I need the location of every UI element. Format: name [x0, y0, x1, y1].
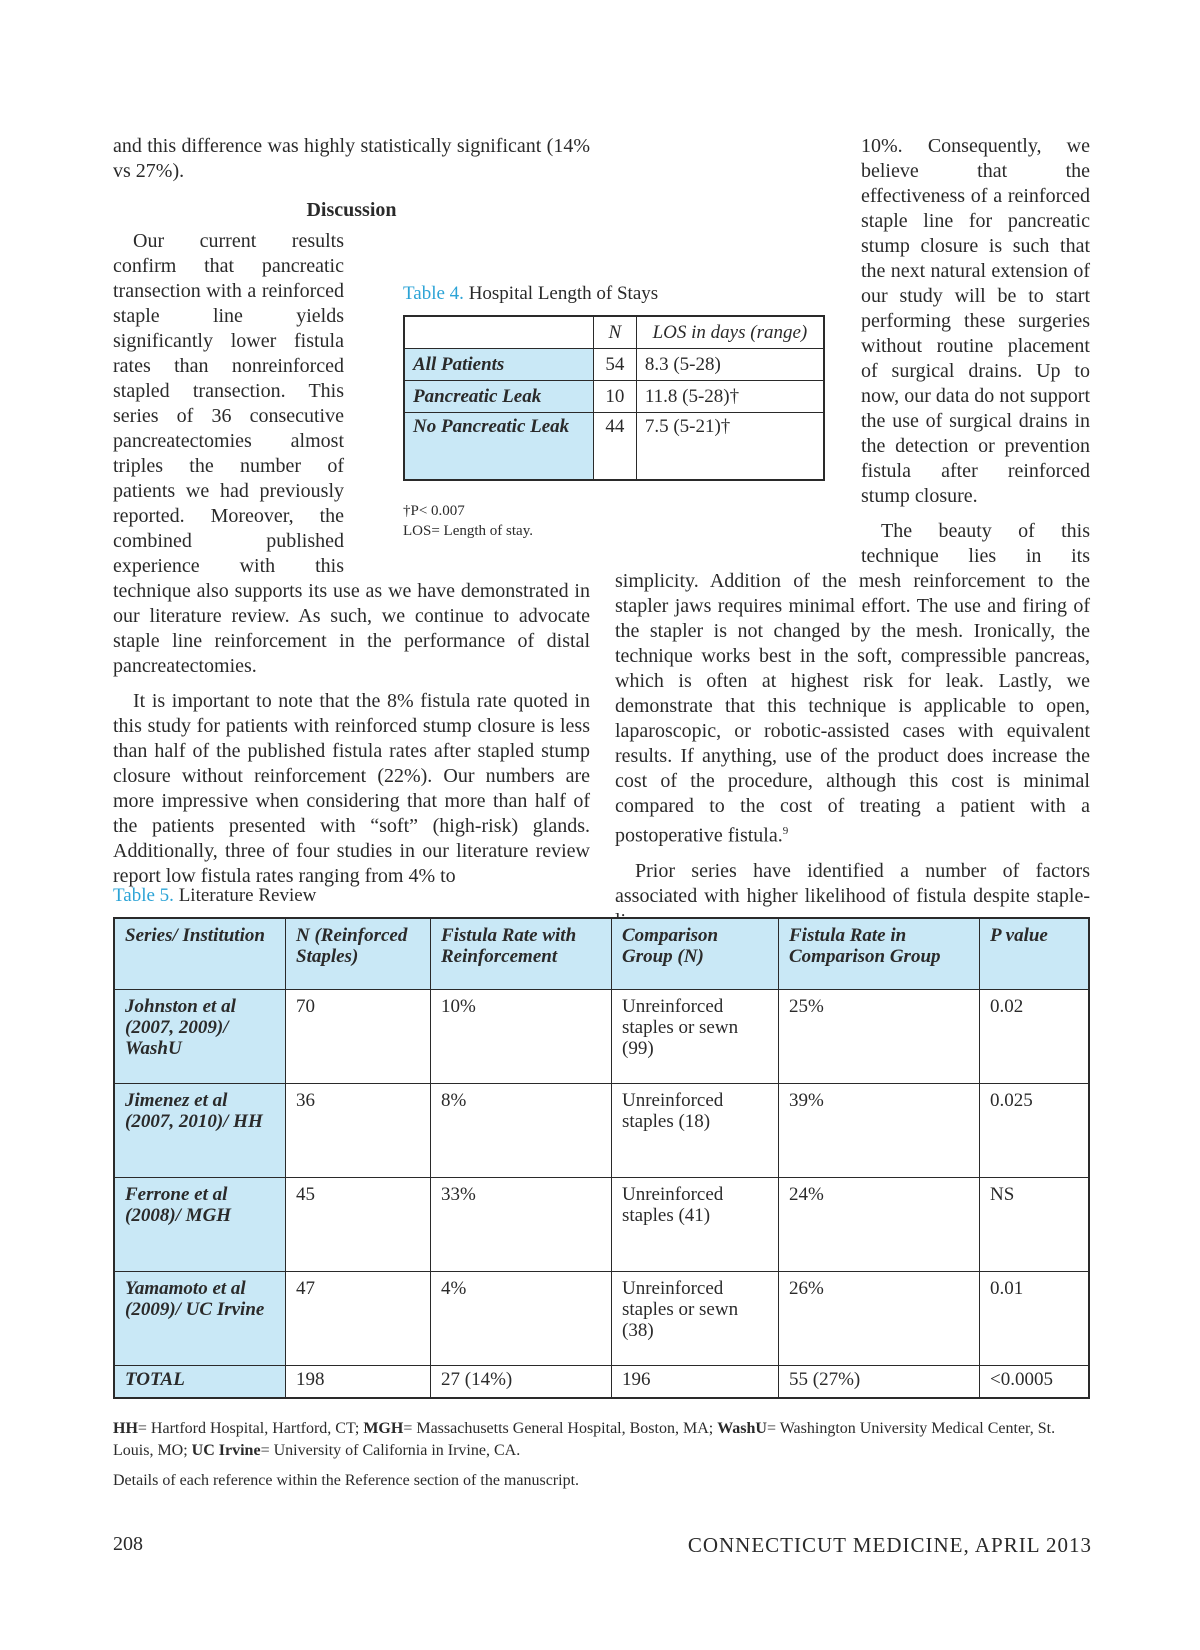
- table5-header-row: [114, 918, 1089, 990]
- table4-row-label: No Pancreatic Leak: [404, 413, 593, 481]
- table5-cell-comparison: Unreinforced staples or sewn (99): [612, 990, 779, 1084]
- table4-row-label: All Patients: [404, 349, 593, 381]
- table5-cell-p: 0.02: [980, 990, 1090, 1084]
- table5-grid: [113, 917, 1090, 1399]
- table5-cell-comparison: Unreinforced staples (18): [612, 1084, 779, 1178]
- abbr-key: MGH: [363, 1420, 404, 1437]
- reference-superscript: 9: [782, 825, 789, 837]
- table4-note: †P< 0.007: [403, 503, 465, 519]
- table4-cell-los: 8.3 (5-28): [636, 349, 824, 381]
- paragraph: Our current results confirm that pancreatic transection with a reinforced staple line yields significantly lower fistula rates than nonreinforced stapled transection. This series of 36 consecutive pancreatectomies almost triples the number of patients we had previously reported. Moreover, the combined published experience with this technique also supports its use as we have demonstrated in our literature review. As such, we continue to advocate staple line reinforcement in the performance of distal pancreatectomies.: [113, 230, 590, 677]
- table5-cell-comparison-rate: 26%: [779, 1272, 980, 1366]
- table5-header-rate: Fistula Rate with Reinforcement: [431, 918, 612, 990]
- table5-cell-series: Johnston et al (2007, 2009)/ WashU: [114, 990, 286, 1084]
- table5-total-comparison-rate: 55 (27%): [779, 1366, 980, 1399]
- table4-row-label: Pancreatic Leak: [404, 381, 593, 413]
- paragraph: [615, 519, 1090, 849]
- table5-cell-comparison-rate: 39%: [779, 1084, 980, 1178]
- table5-total-comparison: 196: [612, 1366, 779, 1399]
- table5-cell-series: Jimenez et al (2007, 2010)/ HH: [114, 1084, 286, 1178]
- table4-header-los: LOS in days (range): [636, 316, 824, 349]
- table5-cell-comparison-rate: 25%: [779, 990, 980, 1084]
- table5-total-rate: 27 (14%): [431, 1366, 612, 1399]
- table5-row: [114, 1084, 1089, 1178]
- table5-cell-p: 0.025: [980, 1084, 1090, 1178]
- section-heading: Discussion: [306, 199, 397, 221]
- table4-header-blank: [404, 316, 593, 349]
- table5-cell-comparison: Unreinforced staples (41): [612, 1178, 779, 1272]
- table4-cell-n: 10: [593, 381, 636, 413]
- details-note: Details of each reference within the Reference section of the manuscript.: [113, 1472, 580, 1489]
- paragraph: and this difference was highly statistically significant (14% vs 27%).: [113, 135, 590, 182]
- table5-cell-comparison: Unreinforced staples or sewn (38): [612, 1272, 779, 1366]
- table5-total-p: <0.0005: [980, 1366, 1090, 1399]
- paragraph-text: The beauty of this technique lies in its simplicity. Addition of the mesh reinforcement to the stapler jaws requires minimal effort. The use and firing of the stapler is not changed by the mesh. Ironically, the technique works best in the soft, compressible pancreas, which is often at highest risk for leak. Lastly, we demonstrate that this technique is applicable to open, laparoscopic, or robotic-assisted cases with equivalent results. If anything, use of the product does increase the cost of the procedure, although this cost is minimal compared to the cost of treating a patient with a postoperative fistula.: [615, 520, 1090, 847]
- paragraph: Prior series have identified a number of factors associated with higher likelihood of fistula despite staple-: [615, 859, 1090, 907]
- abbr-key: WashU: [717, 1420, 767, 1437]
- paragraph: 10%. Consequently, we believe that the effectiveness of a reinforced staple line for pancreatic stump closure is such that the next natural extension of our study will be to start performing these surgeries without routine placement of surgical drains. Up to now, our data do not support the use of surgical drains in the detection or prevention fistula after reinforced stump closure.: [861, 135, 1090, 507]
- table4-cell-n: 44: [593, 413, 636, 481]
- abbreviation-note: [113, 1418, 1093, 1462]
- table4-header-n: N: [593, 316, 636, 349]
- table5-total-row: [114, 1366, 1089, 1399]
- table4-row: [404, 413, 824, 481]
- table5-cell-series: Ferrone et al (2008)/ MGH: [114, 1178, 286, 1272]
- table5-cell-n: 70: [286, 990, 431, 1084]
- table4-title: Hospital Length of Stays: [468, 283, 659, 304]
- table4-cell-los: 7.5 (5-21)†: [636, 413, 824, 481]
- table5-caption: [113, 885, 1093, 907]
- table5-cell-comparison-rate: 24%: [779, 1178, 980, 1272]
- table4-cell-los: 11.8 (5-28)†: [636, 381, 824, 413]
- table4-caption: [403, 283, 828, 305]
- table5-cell-series: Yamamoto et al (2009)/ UC Irvine: [114, 1272, 286, 1366]
- table5-cell-n: 45: [286, 1178, 431, 1272]
- table5-cell-p: 0.01: [980, 1272, 1090, 1366]
- table5-title: Literature Review: [178, 885, 317, 906]
- page-number: 208: [113, 1533, 143, 1555]
- journal-footer: CONNECTICUT MEDICINE, APRIL 2013: [687, 1533, 1092, 1557]
- paragraph: It is important to note that the 8% fistula rate quoted in this study for patients with reinforced stump closure is less than half of the published fistula rates after stapled stump closure without reinforcement (22%). Our numbers are more impressive when considering that more than half of the patients presented with “soft” (high-risk) glands. Additionally, three of four studies in our literature review report low fistula rates ranging from 4% to: [113, 690, 590, 887]
- table5-label: Table 5.: [113, 885, 174, 906]
- abbr-value: = Hartford Hospital, Hartford, CT;: [137, 1420, 364, 1437]
- table5-footnotes: [113, 1418, 1093, 1500]
- abbr-value: = Washington University Medical Center, St. Louis, MO;: [113, 1420, 1056, 1459]
- abbr-key: UC Irvine: [191, 1442, 261, 1459]
- table5: [113, 885, 1093, 1399]
- table4: [403, 283, 828, 541]
- table5-cell-n: 36: [286, 1084, 431, 1178]
- table5-cell-rate: 10%: [431, 990, 612, 1084]
- table5-cell-n: 47: [286, 1272, 431, 1366]
- table4-note: LOS= Length of stay.: [403, 523, 533, 539]
- abbr-value: = University of California in Irvine, CA.: [260, 1442, 521, 1459]
- table4-header-row: [404, 316, 824, 349]
- table5-cell-rate: 33%: [431, 1178, 612, 1272]
- abbr-value: = Massachusetts General Hospital, Boston, MA;: [403, 1420, 718, 1437]
- table4-row: [404, 381, 824, 413]
- table4-grid: [403, 315, 825, 481]
- abbr-key: HH: [113, 1420, 138, 1437]
- table5-header-comparison-rate: Fistula Rate in Comparison Group: [779, 918, 980, 990]
- table4-label: Table 4.: [403, 283, 464, 304]
- table4-row: [404, 349, 824, 381]
- table4-notes: [403, 501, 828, 541]
- table5-header-series: Series/ Institution: [114, 918, 286, 990]
- table5-row: [114, 1272, 1089, 1366]
- table5-cell-rate: 4%: [431, 1272, 612, 1366]
- table5-row: [114, 1178, 1089, 1272]
- table5-header-comparison: Comparison Group (N): [612, 918, 779, 990]
- table5-header-p: P value: [980, 918, 1090, 990]
- table5-header-n: N (Reinforced Staples): [286, 918, 431, 990]
- table5-row: [114, 990, 1089, 1084]
- table5-total-n: 198: [286, 1366, 431, 1399]
- table4-cell-n: 54: [593, 349, 636, 381]
- table5-total-label: TOTAL: [114, 1366, 286, 1399]
- table5-cell-rate: 8%: [431, 1084, 612, 1178]
- table5-cell-p: NS: [980, 1178, 1090, 1272]
